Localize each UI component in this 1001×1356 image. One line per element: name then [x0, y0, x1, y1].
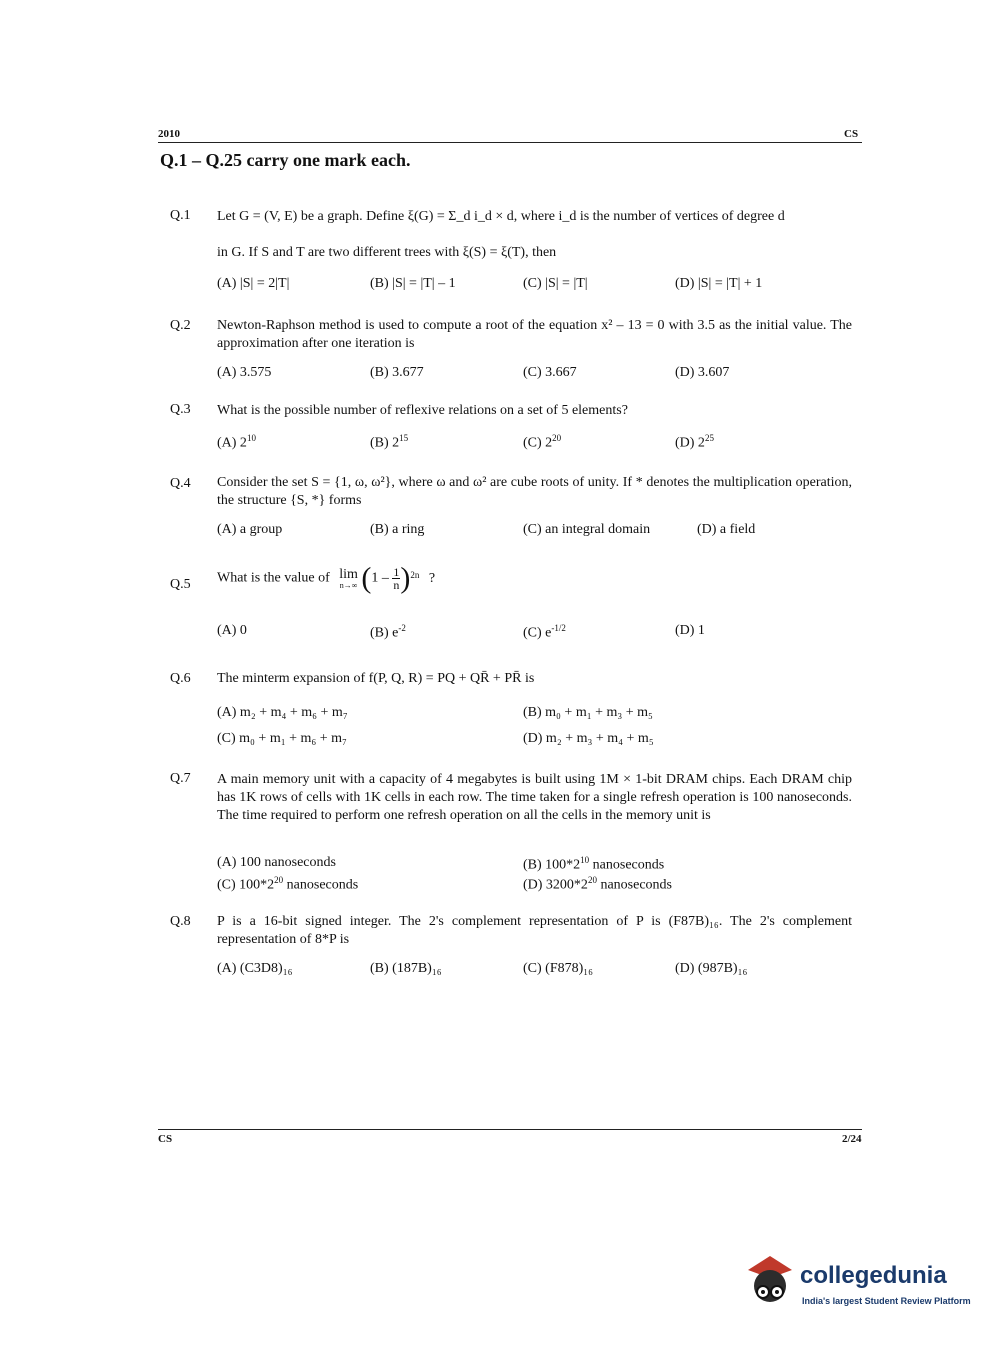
option-c: (C) 3.667	[523, 365, 577, 380]
option-b: (B) |S| = |T| – 1	[370, 276, 456, 291]
question-number: Q.5	[170, 577, 191, 592]
footer-rule	[158, 1129, 862, 1130]
option-a: (A) (C3D8)₁₆	[217, 961, 293, 976]
question-text: Newton-Raphson method is used to compute a root of the equation x² – 13 = 0 with 3.5 as the initial value. The approximation after one iteration is	[217, 318, 852, 351]
mascot-icon	[742, 1248, 798, 1312]
question-text: in G. If S and T are two different trees with ξ(S) = ξ(T), then	[217, 245, 557, 260]
option-a: (A) |S| = 2|T|	[217, 276, 290, 291]
option-b: (B) (187B)₁₆	[370, 961, 442, 976]
question-number: Q.2	[170, 318, 191, 333]
option-c: (C) (F878)₁₆	[523, 961, 594, 976]
option-a: (A) a group	[217, 522, 283, 537]
option-b: (B) m₀ + m₁ + m₃ + m₅	[523, 705, 653, 720]
footer-page-number: 2/24	[842, 1133, 862, 1145]
question-text: What is the possible number of reflexive relations on a set of 5 elements?	[217, 403, 628, 418]
question-text: The minterm expansion of f(P, Q, R) = PQ + QR̄ + PR̄ is	[217, 671, 535, 686]
limit-subscript: n→∞	[339, 580, 358, 590]
logo-name: collegedunia	[800, 1262, 947, 1289]
fraction: $\frac{1}{n}$	[393, 565, 400, 592]
option-b: (B) $2^{15}$	[370, 433, 409, 451]
option-a: (A) m₂ + m₄ + m₆ + m₇	[217, 705, 348, 720]
option-c: (C) an integral domain	[523, 522, 651, 537]
option-c: (C) m₀ + m₁ + m₆ + m₇	[217, 731, 347, 746]
option-d: (D) |S| = |T| + 1	[675, 276, 763, 291]
question-number: Q.3	[170, 402, 191, 417]
option-c: (C) $100*2^{20}$ nanoseconds	[217, 875, 359, 893]
option-d: (D) $2^{25}$	[675, 433, 714, 451]
question-number: Q.7	[170, 771, 191, 786]
header-rule	[158, 142, 862, 143]
option-c: (C) $2^{20}$	[523, 433, 562, 451]
option-d: (D) $3200*2^{20}$ nanoseconds	[523, 875, 672, 893]
option-d: (D) m₂ + m₃ + m₄ + m₅	[523, 731, 654, 746]
question-text: P is a 16-bit signed integer. The 2's complement representation of P is (F87B)₁₆. The 2's complement representation of 8*P is	[217, 914, 852, 947]
question-number: Q.6	[170, 671, 191, 686]
option-b: (B) 3.677	[370, 365, 424, 380]
section-title: Q.1 – Q.25 carry one mark each.	[160, 150, 411, 170]
question-number: Q.4	[170, 476, 191, 491]
option-d: (D) 3.607	[675, 365, 730, 380]
option-a: (A) 0	[217, 623, 247, 638]
option-c: (C) $e^{-1/2}$	[523, 623, 566, 641]
header-year: 2010	[158, 128, 180, 140]
question-number: Q.1	[170, 208, 191, 223]
option-b: (B) a ring	[370, 522, 425, 537]
option-a: (A) 100 nanoseconds	[217, 855, 336, 870]
question-number: Q.8	[170, 914, 191, 929]
footer-paper-code: CS	[158, 1133, 173, 1145]
question-text: What is the value of lim n→∞ (1 – $\frac{1}{n})^{2n}$ ?	[217, 561, 436, 595]
option-d: (D) (987B)₁₆	[675, 961, 748, 976]
option-c: (C) |S| = |T|	[523, 276, 588, 291]
option-d: (D) a field	[697, 522, 756, 537]
collegedunia-logo	[742, 1248, 972, 1318]
question-text: Consider the set S = {1, ω, ω²}, where ω and ω² are cube roots of unity. If * denotes the multiplication operation, the structure {S, *} forms	[217, 475, 852, 508]
option-b: (B) $100*2^{10}$ nanoseconds	[523, 855, 665, 873]
question-text: A main memory unit with a capacity of 4 megabytes is built using 1M × 1-bit DRAM chips. Each DRAM chip has 1K rows of cells with 1K cells in each row. The time taken for a single refresh operation is 100 nanoseconds. The time required to perform one refresh operation on all the cells in the memory unit is	[217, 772, 852, 823]
limit-label: lim	[339, 566, 358, 582]
option-b: (B) $e^{-2}$	[370, 623, 406, 641]
logo-tagline: India's largest Student Review Platform	[802, 1296, 971, 1306]
option-d: (D) 1	[675, 623, 705, 638]
header-paper-code: CS	[844, 128, 859, 140]
option-a: (A) 3.575	[217, 365, 272, 380]
option-a: (A) $2^{10}$	[217, 433, 256, 451]
question-text: Let G = (V, E) be a graph. Define ξ(G) = Σ_d i_d × d, where i_d is the number of vertices of degree d	[217, 209, 785, 224]
